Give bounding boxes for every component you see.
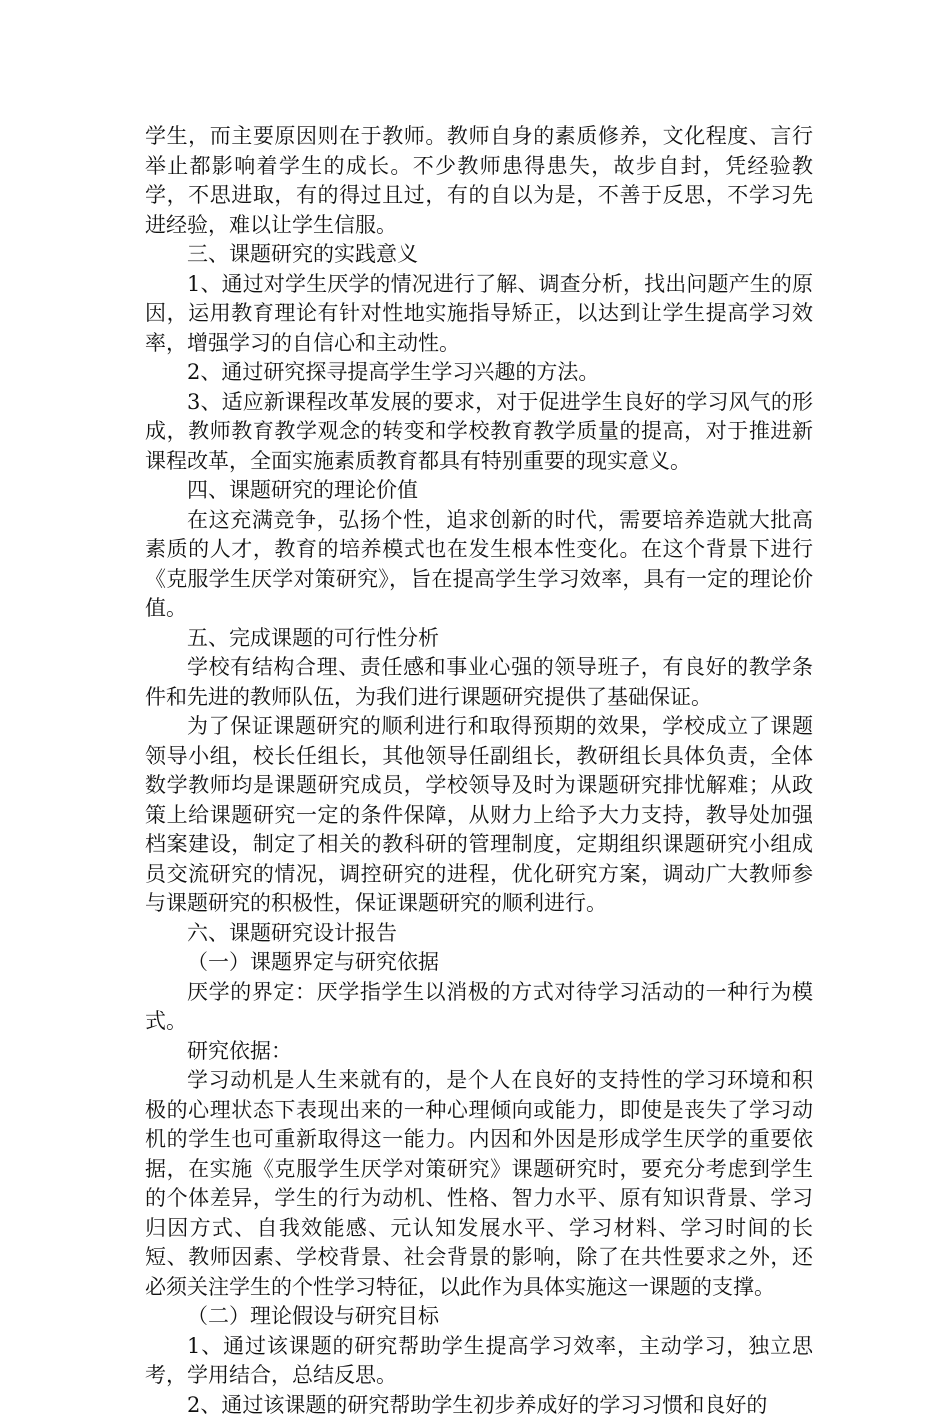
- paragraph-definition: 厌学的界定：厌学指学生以消极的方式对待学习活动的一种行为模式。: [145, 978, 813, 1037]
- section-heading-feasibility: 五、完成课题的可行性分析: [145, 624, 813, 654]
- paragraph-goal-2: 2、通过该课题的研究帮助学生初步养成好的学习习惯和良好的: [145, 1391, 813, 1420]
- document-body: [145, 122, 813, 1420]
- section-heading-theoretical-value: 四、课题研究的理论价值: [145, 476, 813, 506]
- paragraph-research-basis: 学习动机是人生来就有的，是个人在良好的支持性的学习环境和积极的心理状态下表现出来的一种心理倾向或能力，即使是丧失了学习动机的学生也可重新取得这一能力。内因和外因是形成学生厌学的重要依据，在实施《克服学生厌学对策研究》课题研究时，要充分考虑到学生的个体差异，学生的行为动机、性格、智力水平、原有知识背景、学习归因方式、自我效能感、元认知发展水平、学习材料、学习时间的长短、教师因素、学校背景、社会背景的影响，除了在共性要求之外，还必须关注学生的个性学习特征，以此作为具体实施这一课题的支撑。: [145, 1066, 813, 1302]
- subsection-heading-definition: （一）课题界定与研究依据: [145, 948, 813, 978]
- label-research-basis: 研究依据：: [145, 1037, 813, 1067]
- paragraph-significance-3: 3、适应新课程改革发展的要求，对于促进学生良好的学习风气的形成，教师教育教学观念的转变和学校教育教学质量的提高，对于推进新课程改革，全面实施素质教育都具有特别重要的现实意义。: [145, 388, 813, 477]
- paragraph-significance-1: 1、通过对学生厌学的情况进行了解、调查分析，找出问题产生的原因，运用教育理论有针对性地实施指导矫正，以达到让学生提高学习效率，增强学习的自信心和主动性。: [145, 270, 813, 359]
- paragraph-continuation: 学生，而主要原因则在于教师。教师自身的素质修养，文化程度、言行举止都影响着学生的成长。不少教师患得患失，故步自封，凭经验教学，不思进取，有的得过且过，有的自以为是，不善于反思，不学习先进经验，难以让学生信服。: [145, 122, 813, 240]
- section-heading-practical-significance: 三、课题研究的实践意义: [145, 240, 813, 270]
- paragraph-significance-2: 2、通过研究探寻提高学生学习兴趣的方法。: [145, 358, 813, 388]
- paragraph-feasibility-2: 为了保证课题研究的顺利进行和取得预期的效果，学校成立了课题领导小组，校长任组长，其他领导任副组长，教研组长具体负责，全体数学教师均是课题研究成员，学校领导及时为课题研究排忧解难；从政策上给课题研究一定的条件保障，从财力上给予大力支持，教导处加强档案建设，制定了相关的教科研的管理制度，定期组织课题研究小组成员交流研究的情况，调控研究的进程，优化研究方案，调动广大教师参与课题研究的积极性，保证课题研究的顺利进行。: [145, 712, 813, 919]
- paragraph-feasibility-1: 学校有结构合理、责任感和事业心强的领导班子，有良好的教学条件和先进的教师队伍，为我们进行课题研究提供了基础保证。: [145, 653, 813, 712]
- paragraph-theoretical-value: 在这充满竞争，弘扬个性，追求创新的时代，需要培养造就大批高素质的人才，教育的培养模式也在发生根本性变化。在这个背景下进行《克服学生厌学对策研究》，旨在提高学生学习效率，具有一定的理论价值。: [145, 506, 813, 624]
- section-heading-design-report: 六、课题研究设计报告: [145, 919, 813, 949]
- subsection-heading-hypothesis: （二）理论假设与研究目标: [145, 1302, 813, 1332]
- paragraph-goal-1: 1、通过该课题的研究帮助学生提高学习效率，主动学习，独立思考，学用结合，总结反思。: [145, 1332, 813, 1391]
